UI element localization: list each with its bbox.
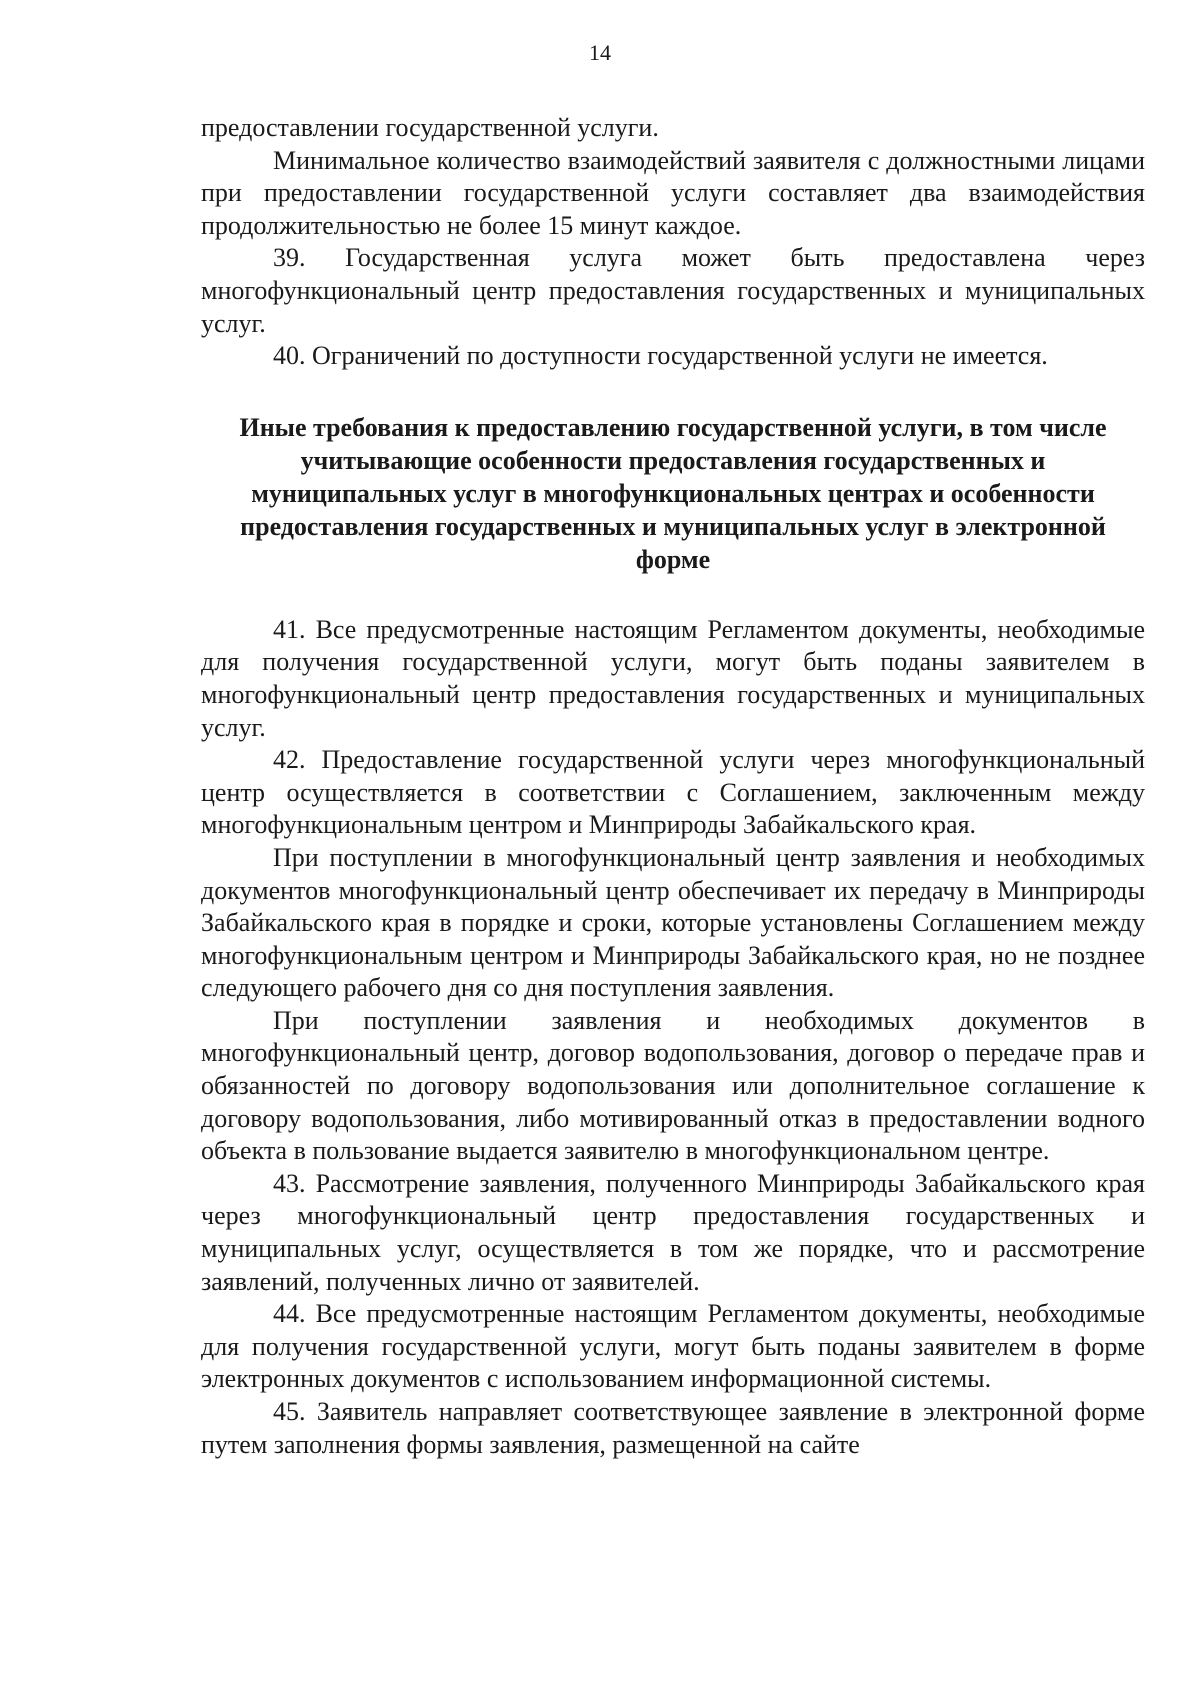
paragraph-45: 45. Заявитель направляет соответствующее заявление в электронной форме путем заполнения формы заявления, размещенной на сайте xyxy=(201,1397,1145,1459)
paragraph-continuation: предоставлении государственной услуги. xyxy=(201,113,659,142)
document-body xyxy=(201,112,1145,1461)
paragraph-40: 40. Ограничений по доступности государственной услуги не имеется. xyxy=(273,341,1048,371)
paragraph-min-interactions: Минимальное количество взаимодействий заявителя с должностными лицами при предоставлении государственной услуги составляет два взаимодействия продолжительностью не более 15 минут каждое. xyxy=(201,145,1145,240)
paragraph-41: 41. Все предусмотренные настоящим Регламентом документы, необходимые для получения государственной услуги, могут быть поданы заявителем в многофункциональный центр предоставления государственных и муниципальных услуг. xyxy=(201,614,1145,742)
paragraph-43: 43. Рассмотрение заявления, полученного Минприроды Забайкальского края через многофункциональный центр предоставления государственных и муниципальных услуг, осуществляется в том же порядке, что и рассмотрение заявлений, полученных лично от заявителей. xyxy=(201,1168,1145,1296)
page-number: 14 xyxy=(589,40,611,65)
paragraph-44: 44. Все предусмотренные настоящим Регламентом документы, необходимые для получения государственной услуги, могут быть поданы заявителем в форме электронных документов с использованием информационной системы. xyxy=(201,1299,1145,1394)
paragraph-42-issuance: При поступлении заявления и необходимых документов в многофункциональный центр, договор водопользования, договор о передаче прав и обязанностей по договору водопользования или дополнительное соглашение к договору водопользования, либо мотивированный отказ в предоставлении водного объекта в пользование выдается заявителю в многофункциональном центре. xyxy=(201,1005,1145,1166)
paragraph-42-receipt: При поступлении в многофункциональный центр заявления и необходимых документов многофункциональный центр обеспечивает их передачу в Минприроды Забайкальского края в порядке и сроки, которые установлены Соглашением между многофункциональным центром и Минприроды Забайкальского края, но не позднее следующего рабочего дня со дня поступления заявления. xyxy=(201,842,1145,1003)
section-heading: Иные требования к предоставлению государственной услуги, в том числе учитывающие особенности предоставления государственных и муниципальных услуг в многофункциональных центрах и особенности предоставления государственных и муниципальных услуг в электронной форме xyxy=(239,412,1107,574)
paragraph-39: 39. Государственная услуга может быть предоставлена через многофункциональный центр предоставления государственных и муниципальных услуг. xyxy=(201,243,1145,338)
paragraph-42: 42. Предоставление государственной услуги через многофункциональный центр осуществляется в соответствии с Соглашением, заключенным между многофункциональным центром и Минприроды Забайкальского края. xyxy=(201,745,1145,840)
